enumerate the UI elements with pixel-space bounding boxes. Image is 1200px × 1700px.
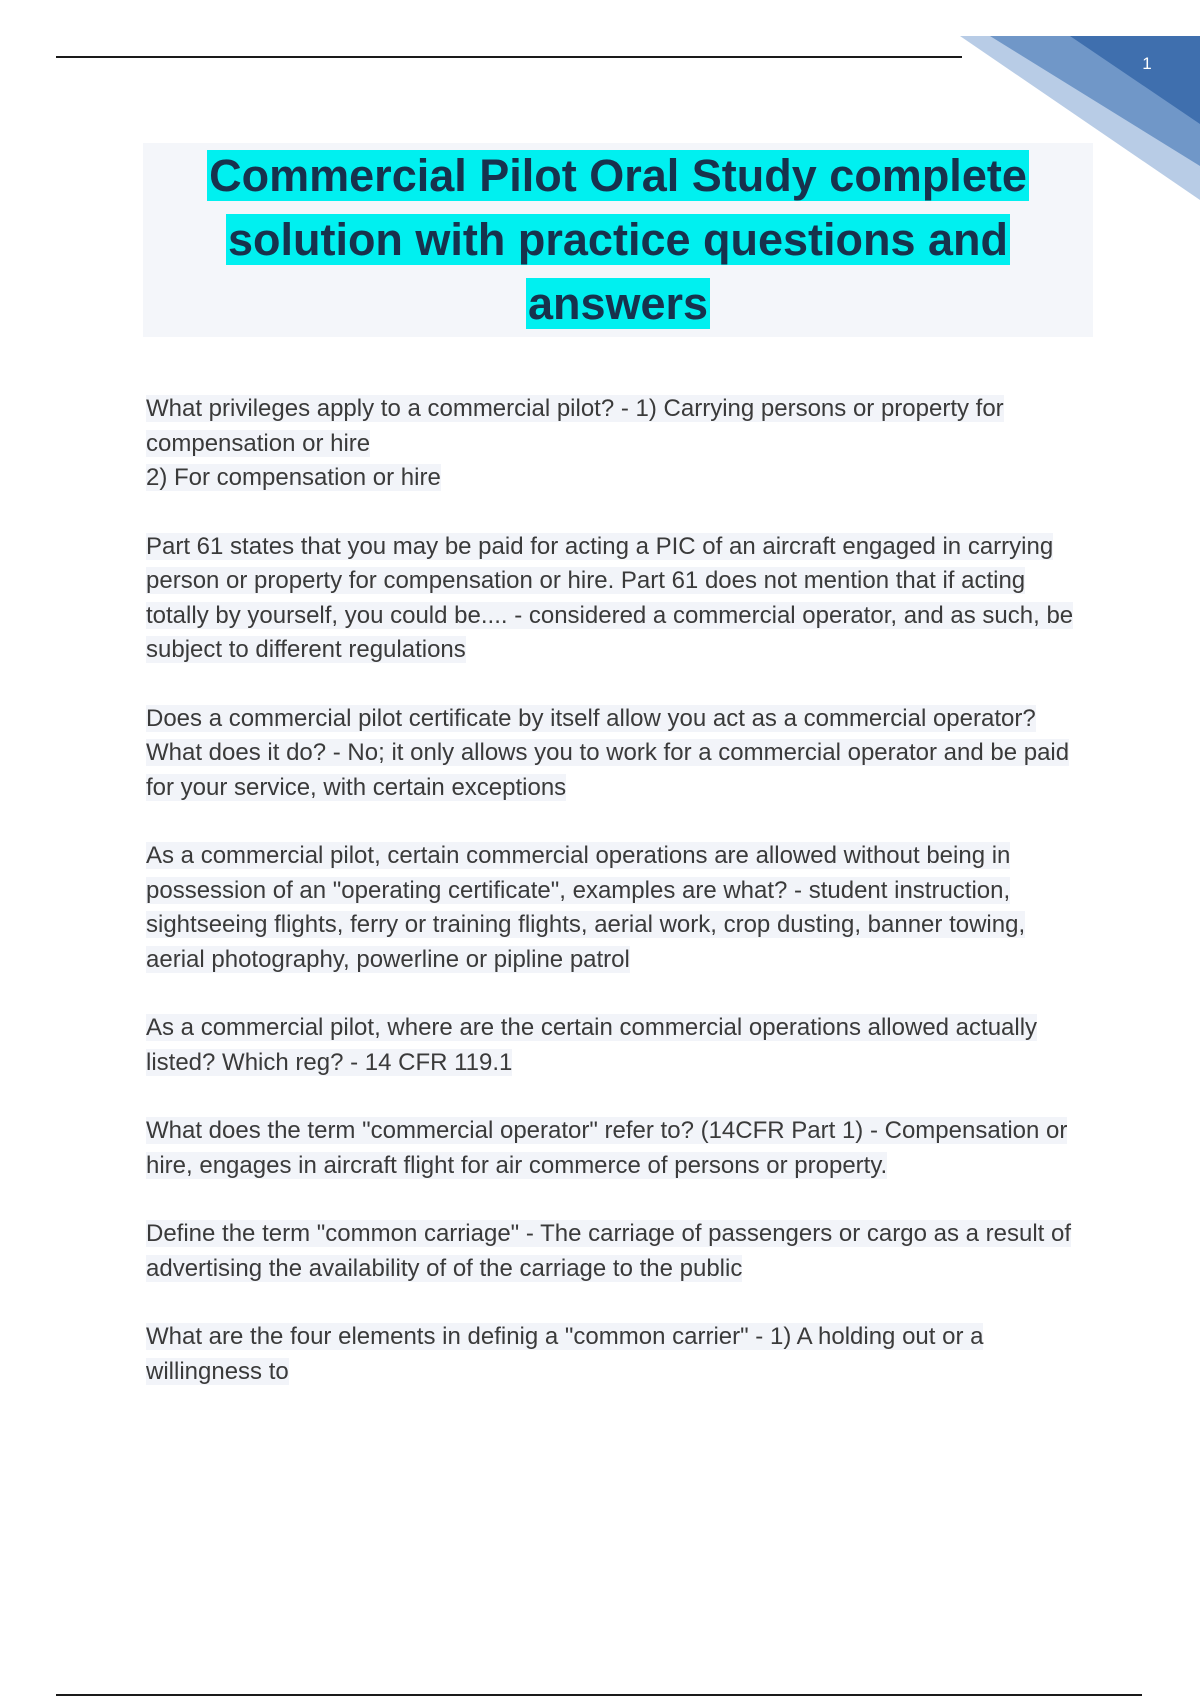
title-highlight: Commercial Pilot Oral Study complete solution with practice questions and answers (209, 150, 1027, 329)
qa-list (146, 392, 1086, 1423)
qa-text: As a commercial pilot, certain commercial operations are allowed without being in possession of an "operating certificate", examples are what? - student instruction, sightseeing flights, ferry or training flights, aerial work, crop dusting, banner towing, aerial photography, powerline or pipline patrol (146, 842, 1026, 973)
qa-text: Define the term "common carriage" - The carriage of passengers or cargo as a result of advertising the availability of of the carriage to the public (146, 1220, 1072, 1282)
qa-entry (146, 702, 1086, 806)
title-block (143, 143, 1093, 337)
qa-entry (146, 839, 1086, 977)
qa-text: What privileges apply to a commercial pilot? - 1) Carrying persons or property for compensation or hire 2) For compensation or hire (146, 395, 1004, 491)
document-title (188, 144, 1048, 336)
qa-entry (146, 1320, 1086, 1389)
qa-text: Does a commercial pilot certificate by itself allow you act as a commercial operator? What does it do? - No; it only allows you to work for a commercial operator and be paid for your service, with certain exceptions (146, 704, 1070, 801)
qa-entry (146, 1114, 1086, 1183)
qa-entry (146, 1217, 1086, 1286)
footer-rule (56, 1694, 1142, 1696)
qa-text: Part 61 states that you may be paid for acting a PIC of an aircraft engaged in carrying person or property for compensation or hire. Part 61 does not mention that if acting totally by yourself, you could be.... - considered a commercial operator, and as such, be subject to different regulations (146, 532, 1074, 663)
qa-text: What does the term "commercial operator" refer to? (14CFR Part 1) - Compensation or hire, engages in aircraft flight for air commerce of persons or property. (146, 1117, 1068, 1179)
header-rule (56, 56, 962, 58)
qa-entry (146, 1011, 1086, 1080)
page-number: 1 (1142, 54, 1152, 73)
qa-entry (146, 530, 1086, 668)
qa-text: As a commercial pilot, where are the certain commercial operations allowed actually listed? Which reg? - 14 CFR 119.1 (146, 1014, 1038, 1076)
qa-text: What are the four elements in definig a "common carrier" - 1) A holding out or a willingness to (146, 1323, 984, 1385)
qa-entry (146, 392, 1086, 496)
